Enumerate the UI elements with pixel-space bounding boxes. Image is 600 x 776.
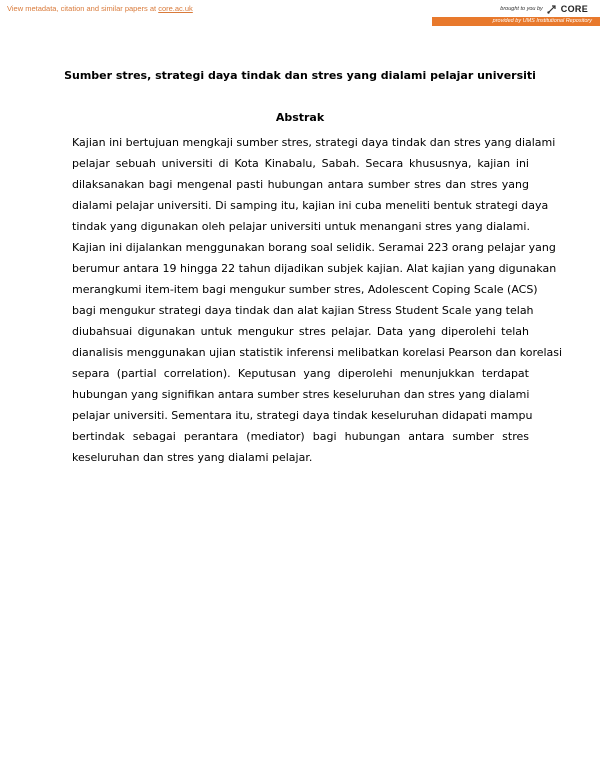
abstract-heading: Abstrak bbox=[275, 111, 325, 124]
abstract-line: pelajar universiti. Sementara itu, strategi daya tindak keseluruhan didapati mampu bbox=[72, 409, 533, 422]
abstract-line: merangkumi item-item bagi mengukur sumber stres, Adolescent Coping Scale (ACS) bbox=[72, 283, 538, 296]
core-link[interactable]: core.ac.uk bbox=[158, 4, 193, 13]
core-brand: CORE bbox=[560, 4, 588, 14]
abstract-line: tindak yang digunakan oleh pelajar universiti untuk menangani stres yang dialami. bbox=[72, 220, 530, 233]
abstract-line: dilaksanakan bagi mengenal pasti hubungan antara sumber stres dan stres yang bbox=[72, 178, 529, 191]
core-metadata-text: View metadata, citation and similar papers at bbox=[7, 4, 159, 13]
core-brought-by[interactable] bbox=[500, 2, 588, 16]
core-provider-strip bbox=[432, 17, 600, 26]
abstract-line: separa (partial correlation). Keputusan yang diperolehi menunjukkan terdapat bbox=[72, 367, 529, 380]
abstract-body bbox=[72, 132, 563, 468]
core-banner bbox=[0, 0, 600, 27]
abstract-line: bagi mengukur strategi daya tindak dan alat kajian Stress Student Scale yang telah bbox=[72, 304, 534, 317]
abstract-line: bertindak sebagai perantara (mediator) bagi hubungan antara sumber stres bbox=[72, 430, 529, 443]
abstract-line: berumur antara 19 hingga 22 tahun dijadikan subjek kajian. Alat kajian yang digunakan bbox=[72, 262, 557, 275]
abstract-line: keseluruhan dan stres yang dialami pelajar. bbox=[72, 451, 313, 464]
abstract-line: hubungan yang signifikan antara sumber stres keseluruhan dan stres yang dialami bbox=[72, 388, 530, 401]
core-provided-by: provided by UMS Institutional Repository bbox=[492, 18, 592, 24]
abstract-line: dialami pelajar universiti. Di samping itu, kajian ini cuba meneliti bentuk strategi daya bbox=[72, 199, 549, 212]
abstract-line: dianalisis menggunakan ujian statistik inferensi melibatkan korelasi Pearson dan korelasi bbox=[72, 346, 563, 359]
core-metadata-notice bbox=[7, 4, 193, 13]
abstract-line: Kajian ini bertujuan mengkaji sumber stres, strategi daya tindak dan stres yang dialami bbox=[72, 136, 556, 149]
abstract-line: Kajian ini dijalankan menggunakan borang soal selidik. Seramai 223 orang pelajar yang bbox=[72, 241, 556, 254]
core-logo-icon bbox=[546, 3, 558, 15]
abstract-line: pelajar sebuah universiti di Kota Kinabalu, Sabah. Secara khususnya, kajian ini bbox=[72, 157, 529, 170]
abstract-line: diubahsuai digunakan untuk mengukur stres pelajar. Data yang diperolehi telah bbox=[72, 325, 529, 338]
core-brought-text: brought to you by bbox=[500, 6, 543, 12]
paper-title: Sumber stres, strategi daya tindak dan stres yang dialami pelajar universiti bbox=[64, 69, 536, 82]
